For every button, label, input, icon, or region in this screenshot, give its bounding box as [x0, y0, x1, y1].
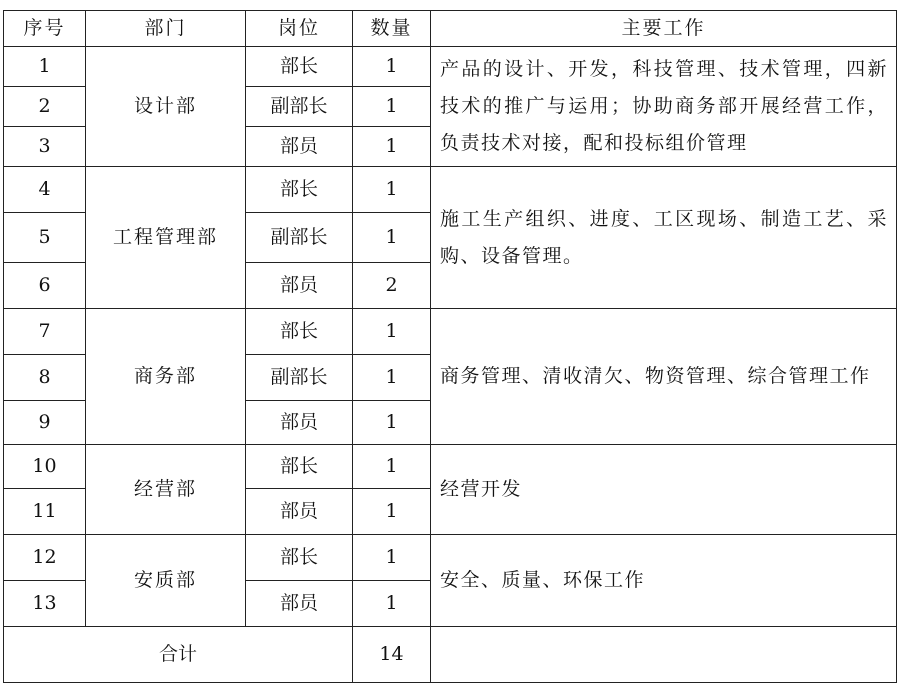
seq-cell: 8 [4, 355, 86, 401]
dept-cell: 商务部 [86, 309, 246, 445]
count-cell: 1 [353, 581, 431, 627]
header-dept: 部门 [86, 11, 246, 47]
header-row [4, 11, 897, 47]
position-cell: 部长 [246, 47, 353, 87]
table-row [4, 535, 897, 581]
dept-cell: 设计部 [86, 47, 246, 167]
seq-cell: 1 [4, 47, 86, 87]
total-duty [431, 627, 897, 683]
total-row [4, 627, 897, 683]
staffing-table-body [4, 11, 897, 683]
total-count: 14 [353, 627, 431, 683]
count-cell: 1 [353, 401, 431, 445]
position-cell: 部长 [246, 309, 353, 355]
count-cell: 1 [353, 47, 431, 87]
position-cell: 部员 [246, 401, 353, 445]
dept-cell: 安质部 [86, 535, 246, 627]
position-cell: 副部长 [246, 213, 353, 263]
table-row [4, 309, 897, 355]
header-position: 岗位 [246, 11, 353, 47]
seq-cell: 3 [4, 127, 86, 167]
position-cell: 副部长 [246, 87, 353, 127]
header-duty: 主要工作 [431, 11, 897, 47]
count-cell: 1 [353, 445, 431, 489]
seq-cell: 2 [4, 87, 86, 127]
duty-cell: 安全、质量、环保工作 [431, 535, 897, 627]
duty-cell: 商务管理、清收清欠、物资管理、综合管理工作 [431, 309, 897, 445]
position-cell: 部员 [246, 489, 353, 535]
seq-cell: 12 [4, 535, 86, 581]
header-count: 数量 [353, 11, 431, 47]
position-cell: 部长 [246, 445, 353, 489]
count-cell: 1 [353, 489, 431, 535]
seq-cell: 11 [4, 489, 86, 535]
count-cell: 1 [353, 213, 431, 263]
count-cell: 1 [353, 127, 431, 167]
dept-cell: 工程管理部 [86, 167, 246, 309]
count-cell: 1 [353, 355, 431, 401]
count-cell: 2 [353, 263, 431, 309]
seq-cell: 13 [4, 581, 86, 627]
count-cell: 1 [353, 535, 431, 581]
table-row [4, 47, 897, 87]
total-label: 合计 [4, 627, 353, 683]
seq-cell: 10 [4, 445, 86, 489]
count-cell: 1 [353, 167, 431, 213]
seq-cell: 9 [4, 401, 86, 445]
position-cell: 部员 [246, 581, 353, 627]
position-cell: 副部长 [246, 355, 353, 401]
header-seq: 序号 [4, 11, 86, 47]
duty-cell: 施工生产组织、进度、工区现场、制造工艺、采购、设备管理。 [431, 167, 897, 309]
seq-cell: 7 [4, 309, 86, 355]
position-cell: 部长 [246, 535, 353, 581]
seq-cell: 6 [4, 263, 86, 309]
staffing-table [3, 10, 897, 683]
position-cell: 部长 [246, 167, 353, 213]
table-row [4, 445, 897, 489]
position-cell: 部员 [246, 263, 353, 309]
dept-cell: 经营部 [86, 445, 246, 535]
seq-cell: 4 [4, 167, 86, 213]
table-row [4, 167, 897, 213]
count-cell: 1 [353, 87, 431, 127]
duty-cell: 产品的设计、开发，科技管理、技术管理，四新技术的推广与运用；协助商务部开展经营工作，负责技术对接，配和投标组价管理 [431, 47, 897, 167]
duty-cell: 经营开发 [431, 445, 897, 535]
staffing-table-container [3, 10, 897, 683]
count-cell: 1 [353, 309, 431, 355]
seq-cell: 5 [4, 213, 86, 263]
position-cell: 部员 [246, 127, 353, 167]
